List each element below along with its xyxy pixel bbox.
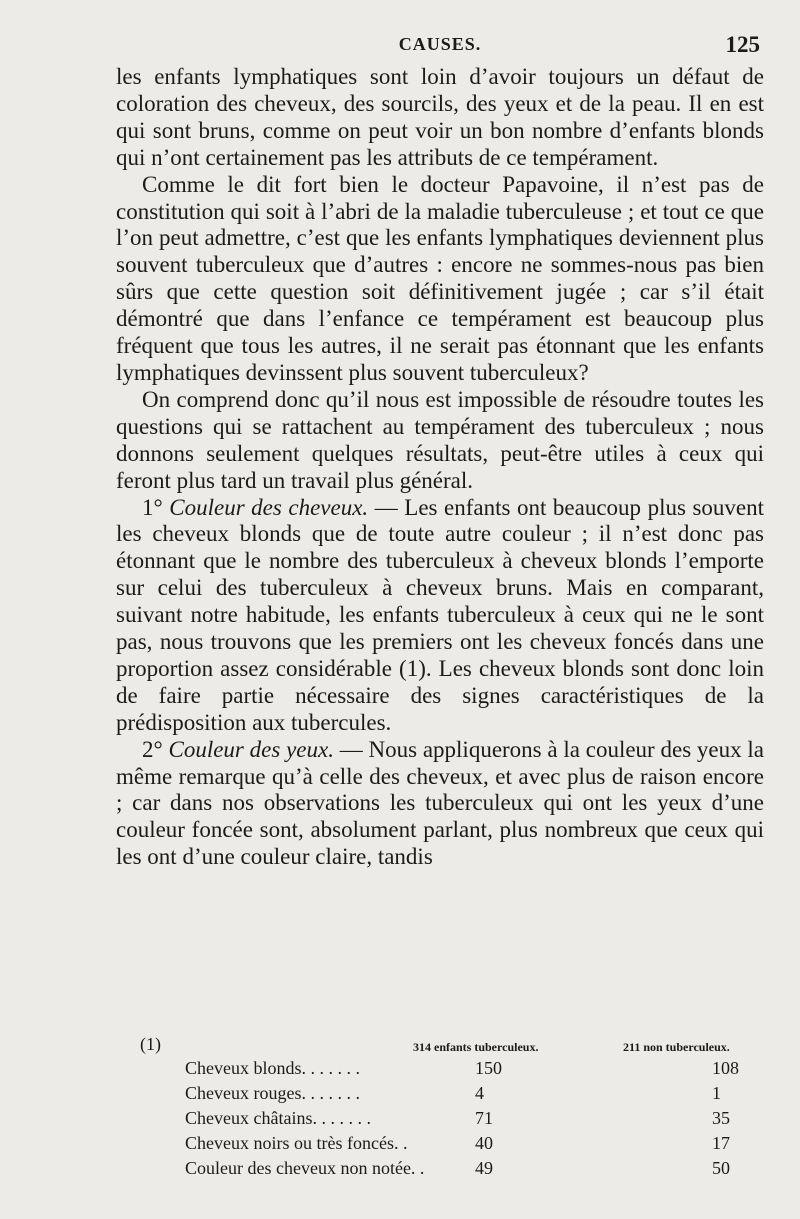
paragraph-3: On comprend donc qu’il nous est impossible de résoudre toutes les questions qui se rattachent au tempérament des tuberculeux ; nous donnons seulement quelques résultats, peut-être utiles à ceux qui feront plus tard un travail plus général. [116, 386, 764, 493]
row-label: Couleur des cheveux non notée. . [185, 1158, 425, 1178]
non-tuberculous-count: 17 [712, 1133, 730, 1153]
tuberculous-count: 4 [475, 1083, 484, 1103]
tuberculous-count: 49 [475, 1158, 493, 1178]
page-header [116, 32, 764, 62]
section-number: 1° [142, 494, 163, 520]
non-tuberculous-count: 50 [712, 1158, 730, 1178]
tuberculous-count: 71 [475, 1108, 493, 1128]
footnote-column-header-non-tuberculous: 211 non tuberculeux. [623, 1040, 730, 1054]
section-title: Couleur des cheveux. [169, 494, 369, 520]
paragraph-hair-color [116, 495, 764, 737]
running-head: CAUSES. [398, 34, 482, 54]
non-tuberculous-count: 108 [712, 1058, 739, 1078]
body-text [116, 64, 764, 871]
row-label: Cheveux châtains. . . . . . . [185, 1108, 371, 1128]
non-tuberculous-count: 1 [712, 1083, 721, 1103]
footnote-marker: (1) [140, 1034, 161, 1054]
tuberculous-count: 40 [475, 1133, 493, 1153]
footnote-row [185, 1083, 770, 1108]
section-text: — Les enfants ont beaucoup plus souvent les cheveux blonds que de toute autre couleur ; il n’est donc pas étonnant que le nombre des tuberculeux à cheveux blonds l’emporte sur celui des tuberculeux à cheveux bruns. Mais en comparant, suivant notre habitude, les enfants tuberculeux à ceux qui ne le sont pas, nous trouvons que les premiers ont les cheveux foncés dans une proportion assez considérable (1). Les cheveux blonds sont donc loin de faire partie nécessaire des signes caractéristiques de la prédisposition aux tubercules. [116, 494, 765, 735]
row-label: Cheveux blonds. . . . . . . [185, 1058, 360, 1078]
section-number: 2° [142, 736, 163, 762]
footnote-column-header-tuberculous: 314 enfants tuberculeux. [413, 1040, 539, 1054]
footnote-row [185, 1158, 770, 1183]
non-tuberculous-count: 35 [712, 1108, 730, 1128]
footnote-table [185, 1058, 770, 1183]
row-label: Cheveux rouges. . . . . . . [185, 1083, 360, 1103]
footnote-row [185, 1108, 770, 1133]
paragraph-2: Comme le dit fort bien le docteur Papavoine, il n’est pas de constitution qui soit à l’abri de la maladie tuberculeuse ; et tout ce que l’on peut admettre, c’est que les enfants lymphatiques deviennent plus souvent tuberculeux que d’autres : encore ne sommes-nous pas bien sûrs que cette question soit définitivement jugée ; car s’il était démontré que dans l’enfance ce tempérament est beaucoup plus fréquent que tous les autres, il ne serait pas étonnant que les enfants lymphatiques devinssent plus souvent tuberculeux? [116, 171, 764, 385]
tuberculous-count: 150 [475, 1058, 502, 1078]
footnote-row [185, 1058, 770, 1083]
footnote-row [185, 1133, 770, 1158]
paragraph-1: les enfants lymphatiques sont loin d’avoir toujours un défaut de coloration des cheveux, des sourcils, des yeux et de la peau. Il en est qui sont bruns, comme on peut voir un bon nombre d’enfants blonds qui n’ont certainement pas les attributs de ce tempérament. [116, 64, 764, 170]
paragraph-eye-color [116, 737, 764, 872]
section-title: Couleur des yeux. [168, 736, 334, 762]
row-label: Cheveux noirs ou très foncés. . [185, 1133, 408, 1153]
page-number: 125 [725, 32, 760, 57]
section-text: — Nous appliquerons à la couleur des yeux la même remarque qu’à celle des cheveux, et avec plus de raison encore ; car dans nos observations les tuberculeux qui ont les yeux d’une couleur foncée sont, absolument parlant, plus nombreux que ceux qui les ont d’une couleur claire, tandis [116, 736, 764, 870]
